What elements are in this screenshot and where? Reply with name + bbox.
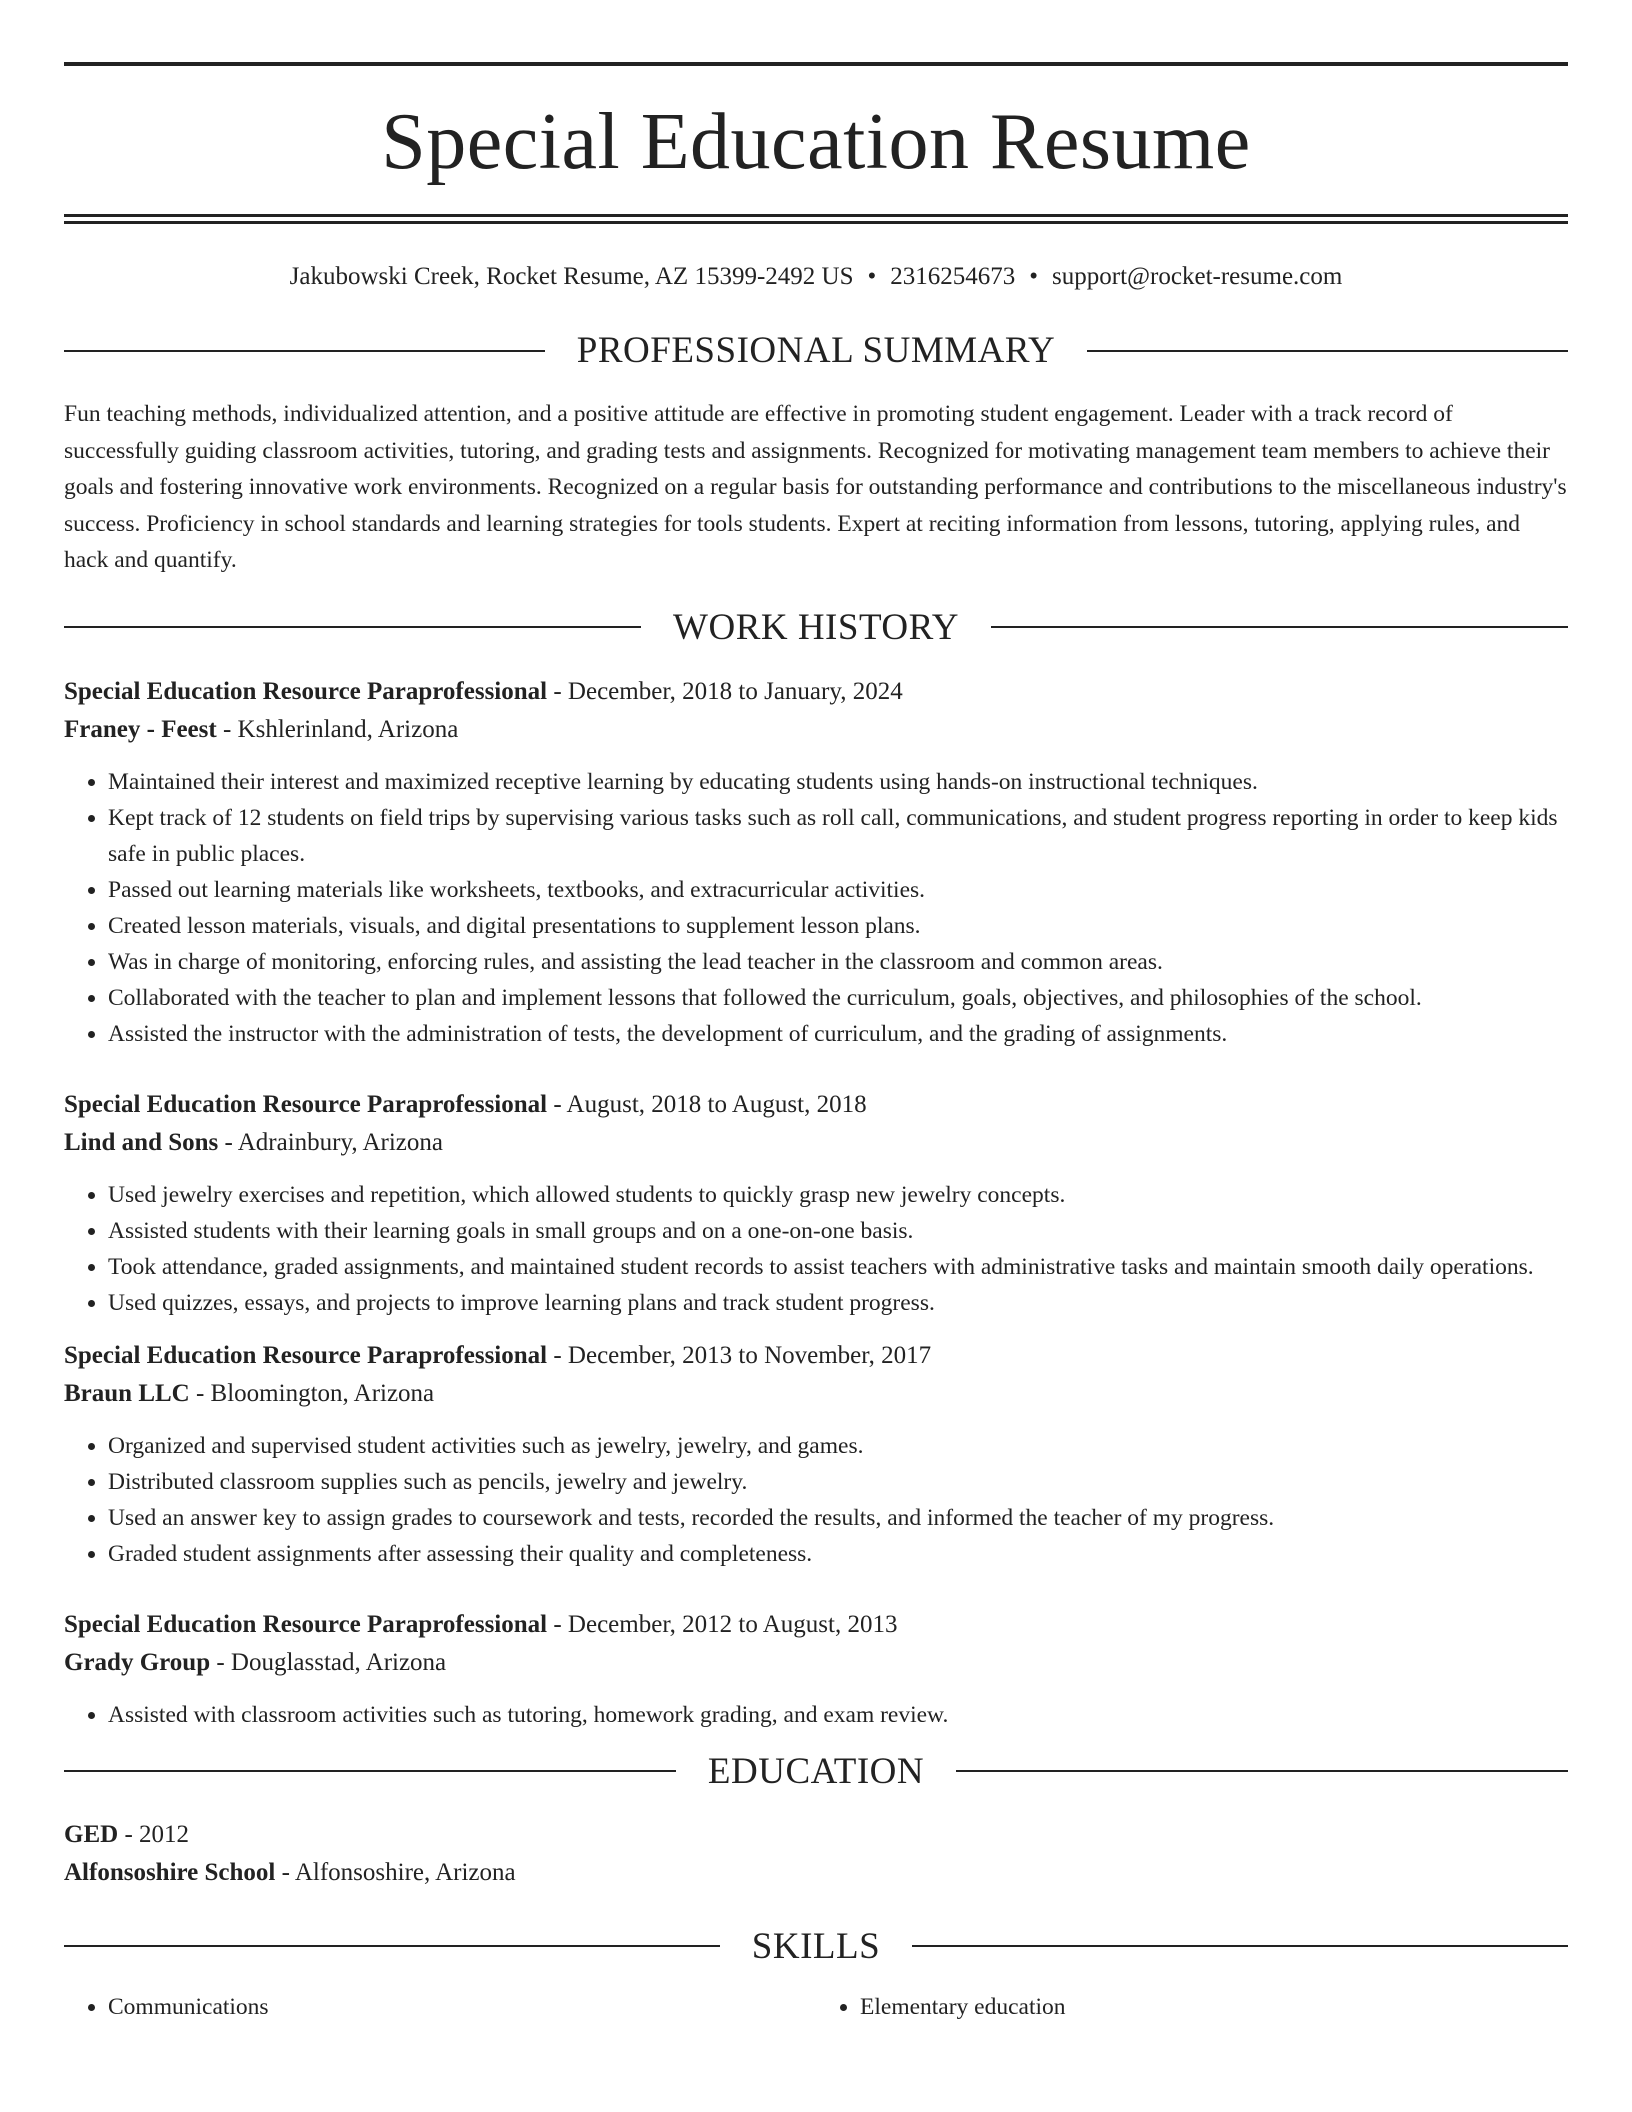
company-name: Braun LLC	[64, 1379, 190, 1407]
degree-year: - 2012	[118, 1820, 190, 1848]
list-item: • Used quizzes, essays, and projects to improve learning plans and track student progress.	[108, 1285, 1568, 1321]
skill-item: • Communications	[108, 1989, 816, 2025]
heading-rule	[64, 1945, 720, 1947]
skill-item: • Elementary education	[860, 1989, 1568, 2025]
job-bullets	[64, 1697, 1568, 1733]
list-item: • Used an answer key to assign grades to coursework and tests, recorded the results, and informed the teacher of my progress.	[108, 1500, 1568, 1536]
school-location: - Alfonsoshire, Arizona	[275, 1858, 516, 1886]
job-entry	[64, 1086, 1568, 1321]
contact-separator: •	[1029, 263, 1039, 290]
contact-separator: •	[867, 263, 877, 290]
section-title: EDUCATION	[707, 1750, 925, 1792]
list-item: • Assisted with classroom activities such as tutoring, homework grading, and exam review.	[108, 1697, 1568, 1733]
skills-list	[64, 1989, 1568, 2025]
degree: GED	[64, 1820, 119, 1848]
list-item: • Assisted the instructor with the administration of tests, the development of curriculum, and the grading of assignments.	[108, 1016, 1568, 1052]
skills-column-left	[64, 1989, 816, 2025]
job-header	[64, 1337, 1568, 1375]
school-name: Alfonsoshire School	[64, 1858, 276, 1886]
list-item: • Distributed classroom supplies such as pencils, jewelry and jewelry.	[108, 1464, 1568, 1500]
list-item: • Passed out learning materials like worksheets, textbooks, and extracurricular activities.	[108, 872, 1568, 908]
list-item: • Organized and supervised student activities such as jewelry, jewelry, and games.	[108, 1428, 1568, 1464]
list-item: • Used jewelry exercises and repetition, which allowed students to quickly grasp new jewelry concepts.	[108, 1177, 1568, 1213]
heading-rule	[64, 626, 641, 628]
list-item: • Kept track of 12 students on field trips by supervising various tasks such as roll call, communications, and student progress reporting in order to keep kids safe in public places.	[108, 800, 1568, 872]
education-degree-line	[64, 1816, 1568, 1854]
job-title: Special Education Resource Paraprofessional	[64, 677, 548, 705]
contact-email[interactable]: support@rocket-resume.com	[1052, 263, 1343, 290]
heading-rule	[956, 1770, 1568, 1772]
job-entry	[64, 1606, 1568, 1733]
list-item: • Collaborated with the teacher to plan and implement lessons that followed the curriculum, goals, objectives, and philosophies of the school.	[108, 980, 1568, 1016]
job-header	[64, 1606, 1568, 1644]
company-name: Franey - Feest	[64, 715, 217, 743]
section-heading-work-history	[64, 606, 1568, 648]
job-employer	[64, 1375, 1568, 1413]
resume-title: Special Education Resume	[381, 98, 1251, 186]
job-entry	[64, 1337, 1568, 1572]
list-item: • Graded student assignments after assessing their quality and completeness.	[108, 1536, 1568, 1572]
list-item: • Took attendance, graded assignments, and maintained student records to assist teachers with administrative tasks and maintain smooth daily operations.	[108, 1249, 1568, 1285]
company-location: - Douglasstad, Arizona	[210, 1648, 447, 1676]
company-location: - Kshlerinland, Arizona	[216, 715, 459, 743]
job-title: Special Education Resource Paraprofessional	[64, 1341, 548, 1369]
job-dates: - December, 2012 to August, 2013	[547, 1610, 898, 1638]
heading-rule	[991, 626, 1568, 628]
education-entry	[64, 1816, 1568, 1892]
job-bullets	[64, 1177, 1568, 1321]
summary-text: Fun teaching methods, individualized attention, and a positive attitude are effective in promoting student engagement. Leader with a track record of successfully guiding classroom activities, tutoring, and grading tests and assignments. Recognized for motivating management team members to achieve their goals and fostering innovative work environments. Recognized on a regular basis for outstanding performance and contributions to the miscellaneous industry's success. Proficiency in school standards and learning strategies for tools students. Expert at reciting information from lessons, tutoring, applying rules, and hack and quantify.	[64, 401, 1567, 573]
list-item: • Was in charge of monitoring, enforcing rules, and assisting the lead teacher in the classroom and common areas.	[108, 944, 1568, 980]
job-header	[64, 1086, 1568, 1124]
job-bullets	[64, 1428, 1568, 1572]
job-dates: - December, 2013 to November, 2017	[547, 1341, 932, 1369]
heading-rule	[64, 1770, 676, 1772]
section-title: WORK HISTORY	[673, 606, 959, 648]
section-heading-education	[64, 1750, 1568, 1792]
list-item: • Assisted students with their learning goals in small groups and on a one-on-one basis.	[108, 1213, 1568, 1249]
job-title: Special Education Resource Paraprofessional	[64, 1090, 548, 1118]
job-employer	[64, 1124, 1568, 1162]
section-title: SKILLS	[751, 1925, 881, 1967]
job-dates: - August, 2018 to August, 2018	[547, 1090, 867, 1118]
company-location: - Adrainbury, Arizona	[218, 1128, 443, 1156]
heading-rule	[912, 1945, 1568, 1947]
title-double-rule	[64, 214, 1568, 224]
heading-rule	[64, 350, 545, 352]
company-name: Grady Group	[64, 1648, 211, 1676]
education-school-line	[64, 1854, 1568, 1892]
job-employer	[64, 1644, 1568, 1682]
section-heading-summary	[64, 332, 1568, 369]
job-dates: - December, 2018 to January, 2024	[547, 677, 903, 705]
company-location: - Bloomington, Arizona	[189, 1379, 435, 1407]
contact-line	[64, 224, 1568, 294]
section-heading-skills	[64, 1925, 1568, 1967]
company-name: Lind and Sons	[64, 1128, 219, 1156]
section-title: PROFESSIONAL SUMMARY	[576, 330, 1056, 371]
job-title: Special Education Resource Paraprofessional	[64, 1610, 548, 1638]
skills-column-right	[816, 1989, 1568, 2025]
list-item: • Created lesson materials, visuals, and digital presentations to supplement lesson plans.	[108, 908, 1568, 944]
contact-address: Jakubowski Creek, Rocket Resume, AZ 15399-2492 US	[289, 263, 854, 290]
job-employer	[64, 711, 1568, 749]
contact-phone: 2316254673	[890, 263, 1016, 290]
job-bullets	[64, 764, 1568, 1052]
heading-rule	[1087, 350, 1568, 352]
list-item: • Maintained their interest and maximized receptive learning by educating students using hands-on instructional techniques.	[108, 764, 1568, 800]
job-entry	[64, 673, 1568, 1052]
job-header	[64, 673, 1568, 711]
